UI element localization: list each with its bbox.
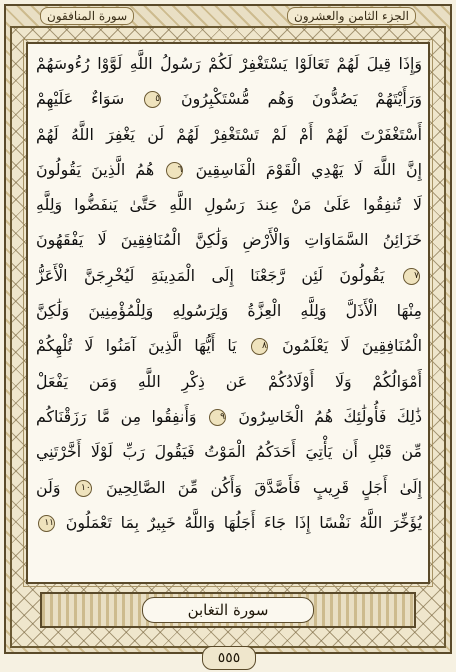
ayah-marker: ١١: [38, 515, 55, 532]
verse-text: وَإِذَا قِيلَ لَهُمْ تَعَالَوْا يَسْتَغْفِرْ لَكُمْ رَسُولُ اللَّهِ لَوَّوْا رُءُوسَهُمْ: [36, 54, 422, 73]
verse-text: وَأَنفِقُوا مِن مَّا رَزَقْنَاكُم: [36, 406, 197, 426]
ayah-marker: ٧: [403, 268, 420, 285]
verse-text: إِلَىٰ أَجَلٍ قَرِيبٍ فَأَصَّدَّقَ وَأَكُن مِّنَ الصَّالِحِينَ: [105, 477, 422, 497]
verse-line: [36, 46, 422, 81]
verse-text: أَسْتَغْفَرْتَ لَهُمْ أَمْ لَمْ تَسْتَغْفِرْ لَهُمْ لَن يَغْفِرَ اللَّهُ لَهُمْ: [36, 124, 422, 144]
verse-lines: [36, 46, 422, 576]
ayah-marker: ٩: [209, 409, 226, 426]
verse-text: لَا تُنفِقُوا عَلَىٰ مَنْ عِندَ رَسُولِ اللَّهِ حَتَّىٰ يَنفَضُّوا وَلِلَّهِ: [36, 195, 422, 215]
verse-text: يَا أَيُّهَا الَّذِينَ آمَنُوا لَا تُلْهِكُمْ: [36, 336, 237, 356]
verse-text: يُؤَخِّرَ اللَّهُ نَفْسًا إِذَا جَاءَ أَجَلُهَا وَاللَّهُ خَبِيرٌ بِمَا تَعْمَلُونَ: [65, 512, 422, 532]
ayah-marker: ٨: [251, 338, 268, 355]
verse-line: [36, 293, 422, 328]
verse-text: مِنْهَا الْأَذَلَّ وَلِلَّهِ الْعِزَّةُ وَلِرَسُولِهِ وَلِلْمُؤْمِنِينَ وَلَٰكِنَّ: [36, 301, 422, 321]
page-number: ٥٥٥: [202, 646, 256, 670]
verse-line: [36, 399, 422, 434]
verse-line: [36, 434, 422, 469]
verse-line: [36, 470, 422, 505]
verse-text: مِّن قَبْلِ أَن يَأْتِيَ أَحَدَكُمُ الْمَوْتُ فَيَقُولَ رَبِّ لَوْلَا أَخَّرْتَنِي: [36, 442, 422, 462]
ayah-marker: ٥: [144, 91, 161, 108]
verse-text: وَرَأَيْتَهُمْ يَصُدُّونَ وَهُم مُّسْتَكْبِرُونَ: [181, 89, 422, 109]
ayah-marker: ١٠: [75, 480, 92, 497]
verse-text: هُمُ الَّذِينَ يَقُولُونَ: [36, 159, 155, 179]
ayah-marker: ٦: [166, 162, 183, 179]
verse-text: إِنَّ اللَّهَ لَا يَهْدِي الْقَوْمَ الْفَاسِقِينَ: [195, 159, 422, 179]
verse-text: خَزَائِنُ السَّمَاوَاتِ وَالْأَرْضِ وَلَٰكِنَّ الْمُنَافِقِينَ لَا يَفْقَهُونَ: [36, 230, 422, 250]
verse-text: وَلَن: [36, 477, 61, 497]
verse-line: [36, 505, 422, 540]
page-header: [40, 6, 416, 26]
surah-title-banner: [40, 592, 416, 628]
verse-text: يَقُولُونَ لَئِن رَّجَعْنَا إِلَى الْمَدِينَةِ لَيُخْرِجَنَّ الْأَعَزُّ: [36, 265, 385, 285]
verse-text: أَمْوَالُكُمْ وَلَا أَوْلَادُكُمْ عَن ذِكْرِ اللَّهِ وَمَن يَفْعَلْ: [36, 371, 422, 391]
verse-line: [36, 81, 422, 116]
verse-line: [36, 117, 422, 152]
verse-line: [36, 258, 422, 293]
verse-line: [36, 328, 422, 363]
verse-line: [36, 187, 422, 222]
verse-line: [36, 364, 422, 399]
surah-label: سورة المنافقون: [40, 7, 134, 25]
verse-text: الْمُنَافِقِينَ لَا يَعْلَمُونَ: [282, 336, 422, 356]
verse-text: ذَٰلِكَ فَأُولَٰئِكَ هُمُ الْخَاسِرُونَ: [238, 406, 422, 426]
verse-line: [36, 222, 422, 257]
juz-label: الجزء الثامن والعشرون: [287, 7, 416, 25]
verse-text: سَوَاءٌ عَلَيْهِمْ: [36, 89, 125, 109]
verse-line: [36, 152, 422, 187]
surah-title: سورة التغابن: [142, 597, 314, 623]
